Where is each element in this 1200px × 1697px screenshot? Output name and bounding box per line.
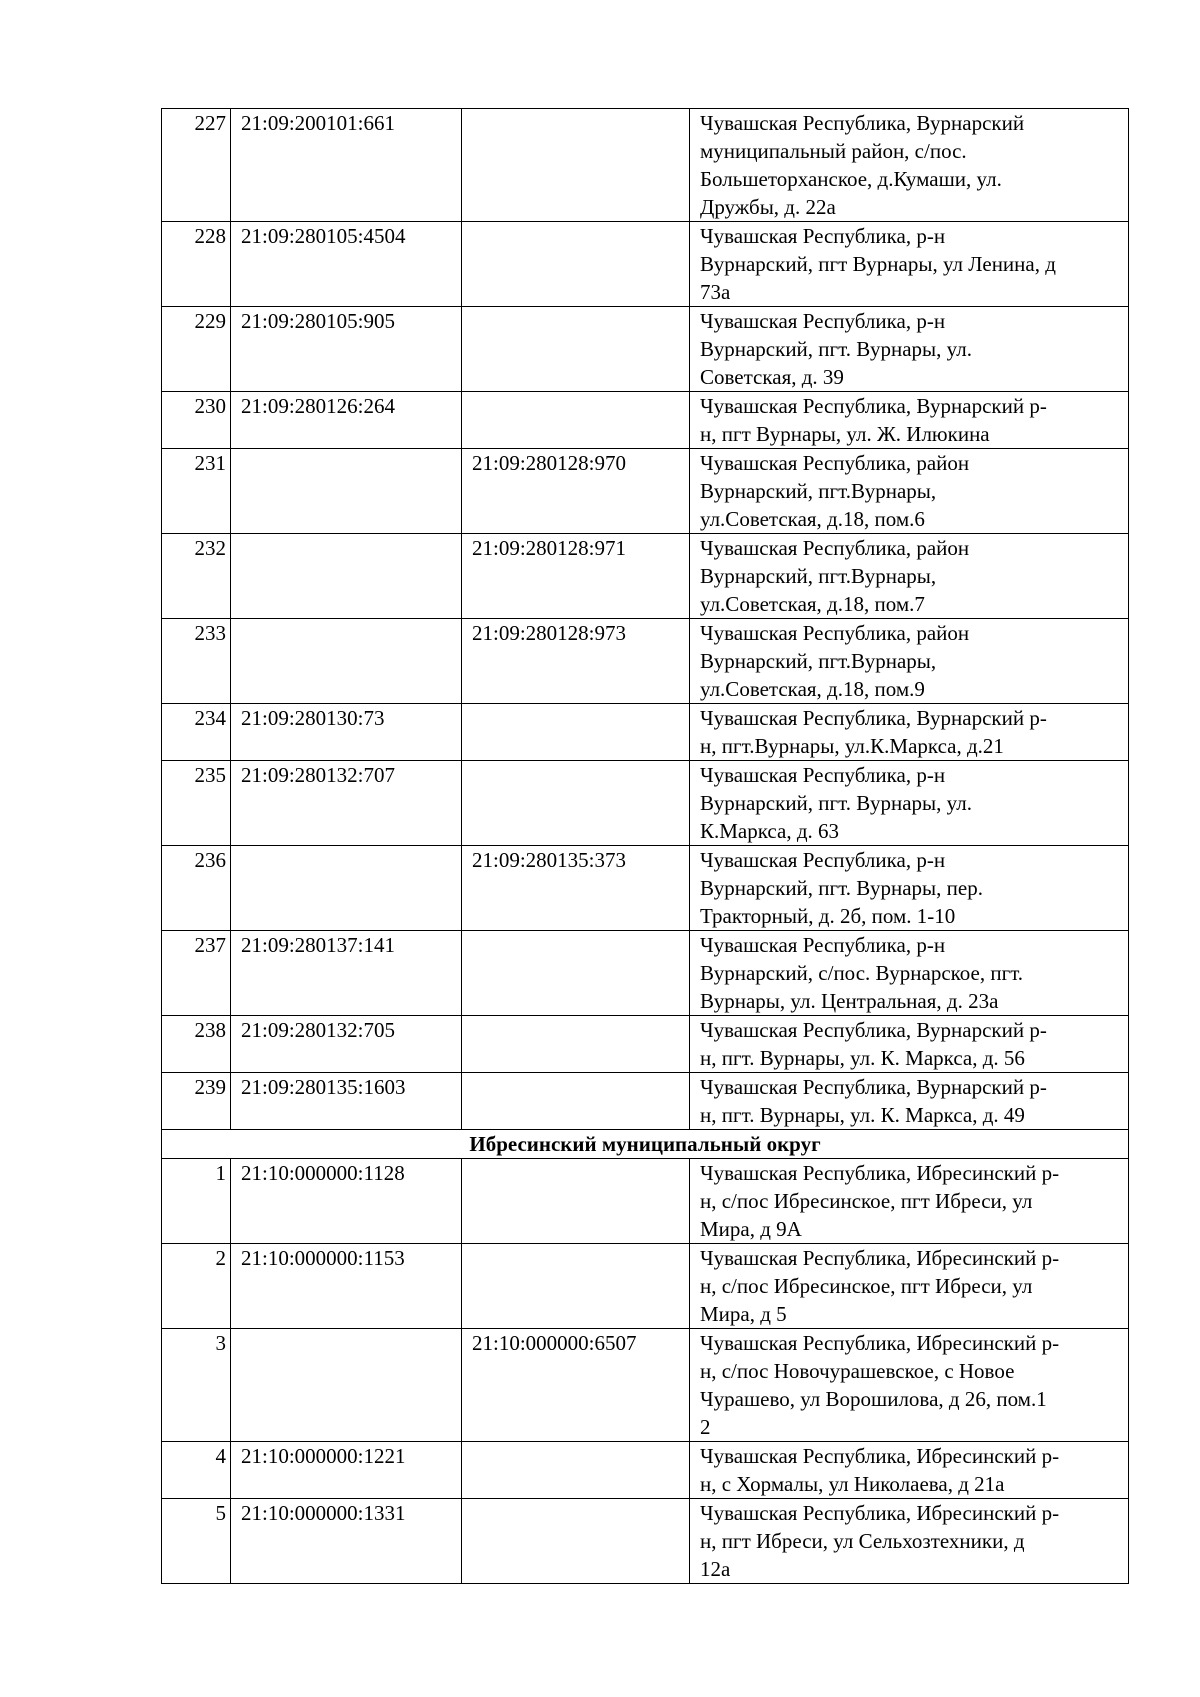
- address-cell: Чувашская Республика, Вурнарский р- н, пгт Вурнары, ул. Ж. Илюкина: [690, 392, 1129, 449]
- address-cell: Чувашская Республика, Вурнарский муниципальный район, с/пос. Большеторханское, д.Кумаши, ул. Дружбы, д. 22а: [690, 109, 1129, 222]
- address-cell: Чувашская Республика, Ибресинский р- н, с/пос Новочурашевское, с Новое Чурашево, ул Ворошилова, д 26, пом.1 2: [690, 1329, 1129, 1442]
- row-number-cell: 236: [162, 846, 231, 931]
- row-number-cell: 227: [162, 109, 231, 222]
- table-row: [162, 392, 1129, 449]
- cadastral-number-cell: 21:09:280132:707: [231, 761, 462, 846]
- table-row: [162, 761, 1129, 846]
- section-header-row: [162, 1130, 1129, 1159]
- address-cell: Чувашская Республика, Вурнарский р- н, пгт. Вурнары, ул. К. Маркса, д. 49: [690, 1073, 1129, 1130]
- row-number-cell: 237: [162, 931, 231, 1016]
- table-row: [162, 109, 1129, 222]
- address-cell: Чувашская Республика, Ибресинский р- н, с/пос Ибресинское, пгт Ибреси, ул Мира, д 9А: [690, 1159, 1129, 1244]
- premise-cadastral-cell: [462, 1244, 690, 1329]
- premise-cadastral-cell: [462, 222, 690, 307]
- premise-cadastral-cell: [462, 1442, 690, 1499]
- row-number-cell: 228: [162, 222, 231, 307]
- cadastral-number-cell: 21:10:000000:1221: [231, 1442, 462, 1499]
- premise-cadastral-cell: [462, 307, 690, 392]
- address-cell: Чувашская Республика, район Вурнарский, пгт.Вурнары, ул.Советская, д.18, пом.6: [690, 449, 1129, 534]
- address-cell: Чувашская Республика, Ибресинский р- н, с Хормалы, ул Николаева, д 21а: [690, 1442, 1129, 1499]
- premise-cadastral-cell: [462, 1073, 690, 1130]
- premise-cadastral-cell: [462, 1159, 690, 1244]
- cadastral-number-cell: 21:09:280105:905: [231, 307, 462, 392]
- premise-cadastral-cell: 21:09:280128:971: [462, 534, 690, 619]
- table-row: [162, 1329, 1129, 1442]
- premise-cadastral-cell: 21:09:280128:970: [462, 449, 690, 534]
- cadastral-number-cell: [231, 619, 462, 704]
- row-number-cell: 4: [162, 1442, 231, 1499]
- cadastral-number-cell: 21:09:200101:661: [231, 109, 462, 222]
- registry-rows-vurnarsky: [162, 109, 1129, 1130]
- table-row: [162, 1073, 1129, 1130]
- table-row: [162, 704, 1129, 761]
- address-cell: Чувашская Республика, р-н Вурнарский, пгт Вурнары, ул Ленина, д 73а: [690, 222, 1129, 307]
- row-number-cell: 238: [162, 1016, 231, 1073]
- row-number-cell: 233: [162, 619, 231, 704]
- row-number-cell: 2: [162, 1244, 231, 1329]
- address-cell: Чувашская Республика, р-н Вурнарский, пгт. Вурнары, ул. Советская, д. 39: [690, 307, 1129, 392]
- premise-cadastral-cell: [462, 1016, 690, 1073]
- table-row: [162, 1442, 1129, 1499]
- row-number-cell: 1: [162, 1159, 231, 1244]
- table-row: [162, 1244, 1129, 1329]
- row-number-cell: 3: [162, 1329, 231, 1442]
- table-row: [162, 534, 1129, 619]
- table-row: [162, 931, 1129, 1016]
- address-cell: Чувашская Республика, р-н Вурнарский, с/пос. Вурнарское, пгт. Вурнары, ул. Центральная, д. 23а: [690, 931, 1129, 1016]
- premise-cadastral-cell: [462, 392, 690, 449]
- premise-cadastral-cell: [462, 704, 690, 761]
- registry-rows-ibresinsky: [162, 1159, 1129, 1584]
- row-number-cell: 5: [162, 1499, 231, 1584]
- cadastral-number-cell: 21:10:000000:1153: [231, 1244, 462, 1329]
- cadastral-number-cell: 21:09:280105:4504: [231, 222, 462, 307]
- premise-cadastral-cell: 21:09:280128:973: [462, 619, 690, 704]
- cadastral-number-cell: 21:09:280130:73: [231, 704, 462, 761]
- cadastral-number-cell: 21:09:280132:705: [231, 1016, 462, 1073]
- table-row: [162, 1016, 1129, 1073]
- row-number-cell: 232: [162, 534, 231, 619]
- premise-cadastral-cell: [462, 109, 690, 222]
- cadastral-number-cell: 21:09:280137:141: [231, 931, 462, 1016]
- address-cell: Чувашская Республика, р-н Вурнарский, пгт. Вурнары, ул. К.Маркса, д. 63: [690, 761, 1129, 846]
- table-row: [162, 846, 1129, 931]
- address-cell: Чувашская Республика, Вурнарский р- н, пгт. Вурнары, ул. К. Маркса, д. 56: [690, 1016, 1129, 1073]
- row-number-cell: 234: [162, 704, 231, 761]
- cadastral-number-cell: [231, 1329, 462, 1442]
- table-row: [162, 1159, 1129, 1244]
- table-row: [162, 619, 1129, 704]
- address-cell: Чувашская Республика, Вурнарский р- н, пгт.Вурнары, ул.К.Маркса, д.21: [690, 704, 1129, 761]
- address-cell: Чувашская Республика, район Вурнарский, пгт.Вурнары, ул.Советская, д.18, пом.7: [690, 534, 1129, 619]
- premise-cadastral-cell: [462, 761, 690, 846]
- property-registry-table: [161, 108, 1129, 1584]
- row-number-cell: 231: [162, 449, 231, 534]
- cadastral-number-cell: [231, 846, 462, 931]
- cadastral-number-cell: 21:09:280126:264: [231, 392, 462, 449]
- address-cell: Чувашская Республика, р-н Вурнарский, пгт. Вурнары, пер. Тракторный, д. 2б, пом. 1-10: [690, 846, 1129, 931]
- table-row: [162, 1499, 1129, 1584]
- cadastral-number-cell: [231, 534, 462, 619]
- premise-cadastral-cell: [462, 1499, 690, 1584]
- row-number-cell: 239: [162, 1073, 231, 1130]
- table-row: [162, 307, 1129, 392]
- premise-cadastral-cell: 21:10:000000:6507: [462, 1329, 690, 1442]
- section-title: Ибресинский муниципальный округ: [162, 1130, 1129, 1159]
- premise-cadastral-cell: [462, 931, 690, 1016]
- table-row: [162, 222, 1129, 307]
- premise-cadastral-cell: 21:09:280135:373: [462, 846, 690, 931]
- section-header-group: [162, 1130, 1129, 1159]
- row-number-cell: 230: [162, 392, 231, 449]
- cadastral-number-cell: 21:09:280135:1603: [231, 1073, 462, 1130]
- row-number-cell: 235: [162, 761, 231, 846]
- cadastral-number-cell: [231, 449, 462, 534]
- cadastral-number-cell: 21:10:000000:1331: [231, 1499, 462, 1584]
- row-number-cell: 229: [162, 307, 231, 392]
- address-cell: Чувашская Республика, Ибресинский р- н, с/пос Ибресинское, пгт Ибреси, ул Мира, д 5: [690, 1244, 1129, 1329]
- address-cell: Чувашская Республика, Ибресинский р- н, пгт Ибреси, ул Сельхозтехники, д 12а: [690, 1499, 1129, 1584]
- cadastral-number-cell: 21:10:000000:1128: [231, 1159, 462, 1244]
- address-cell: Чувашская Республика, район Вурнарский, пгт.Вурнары, ул.Советская, д.18, пом.9: [690, 619, 1129, 704]
- table-row: [162, 449, 1129, 534]
